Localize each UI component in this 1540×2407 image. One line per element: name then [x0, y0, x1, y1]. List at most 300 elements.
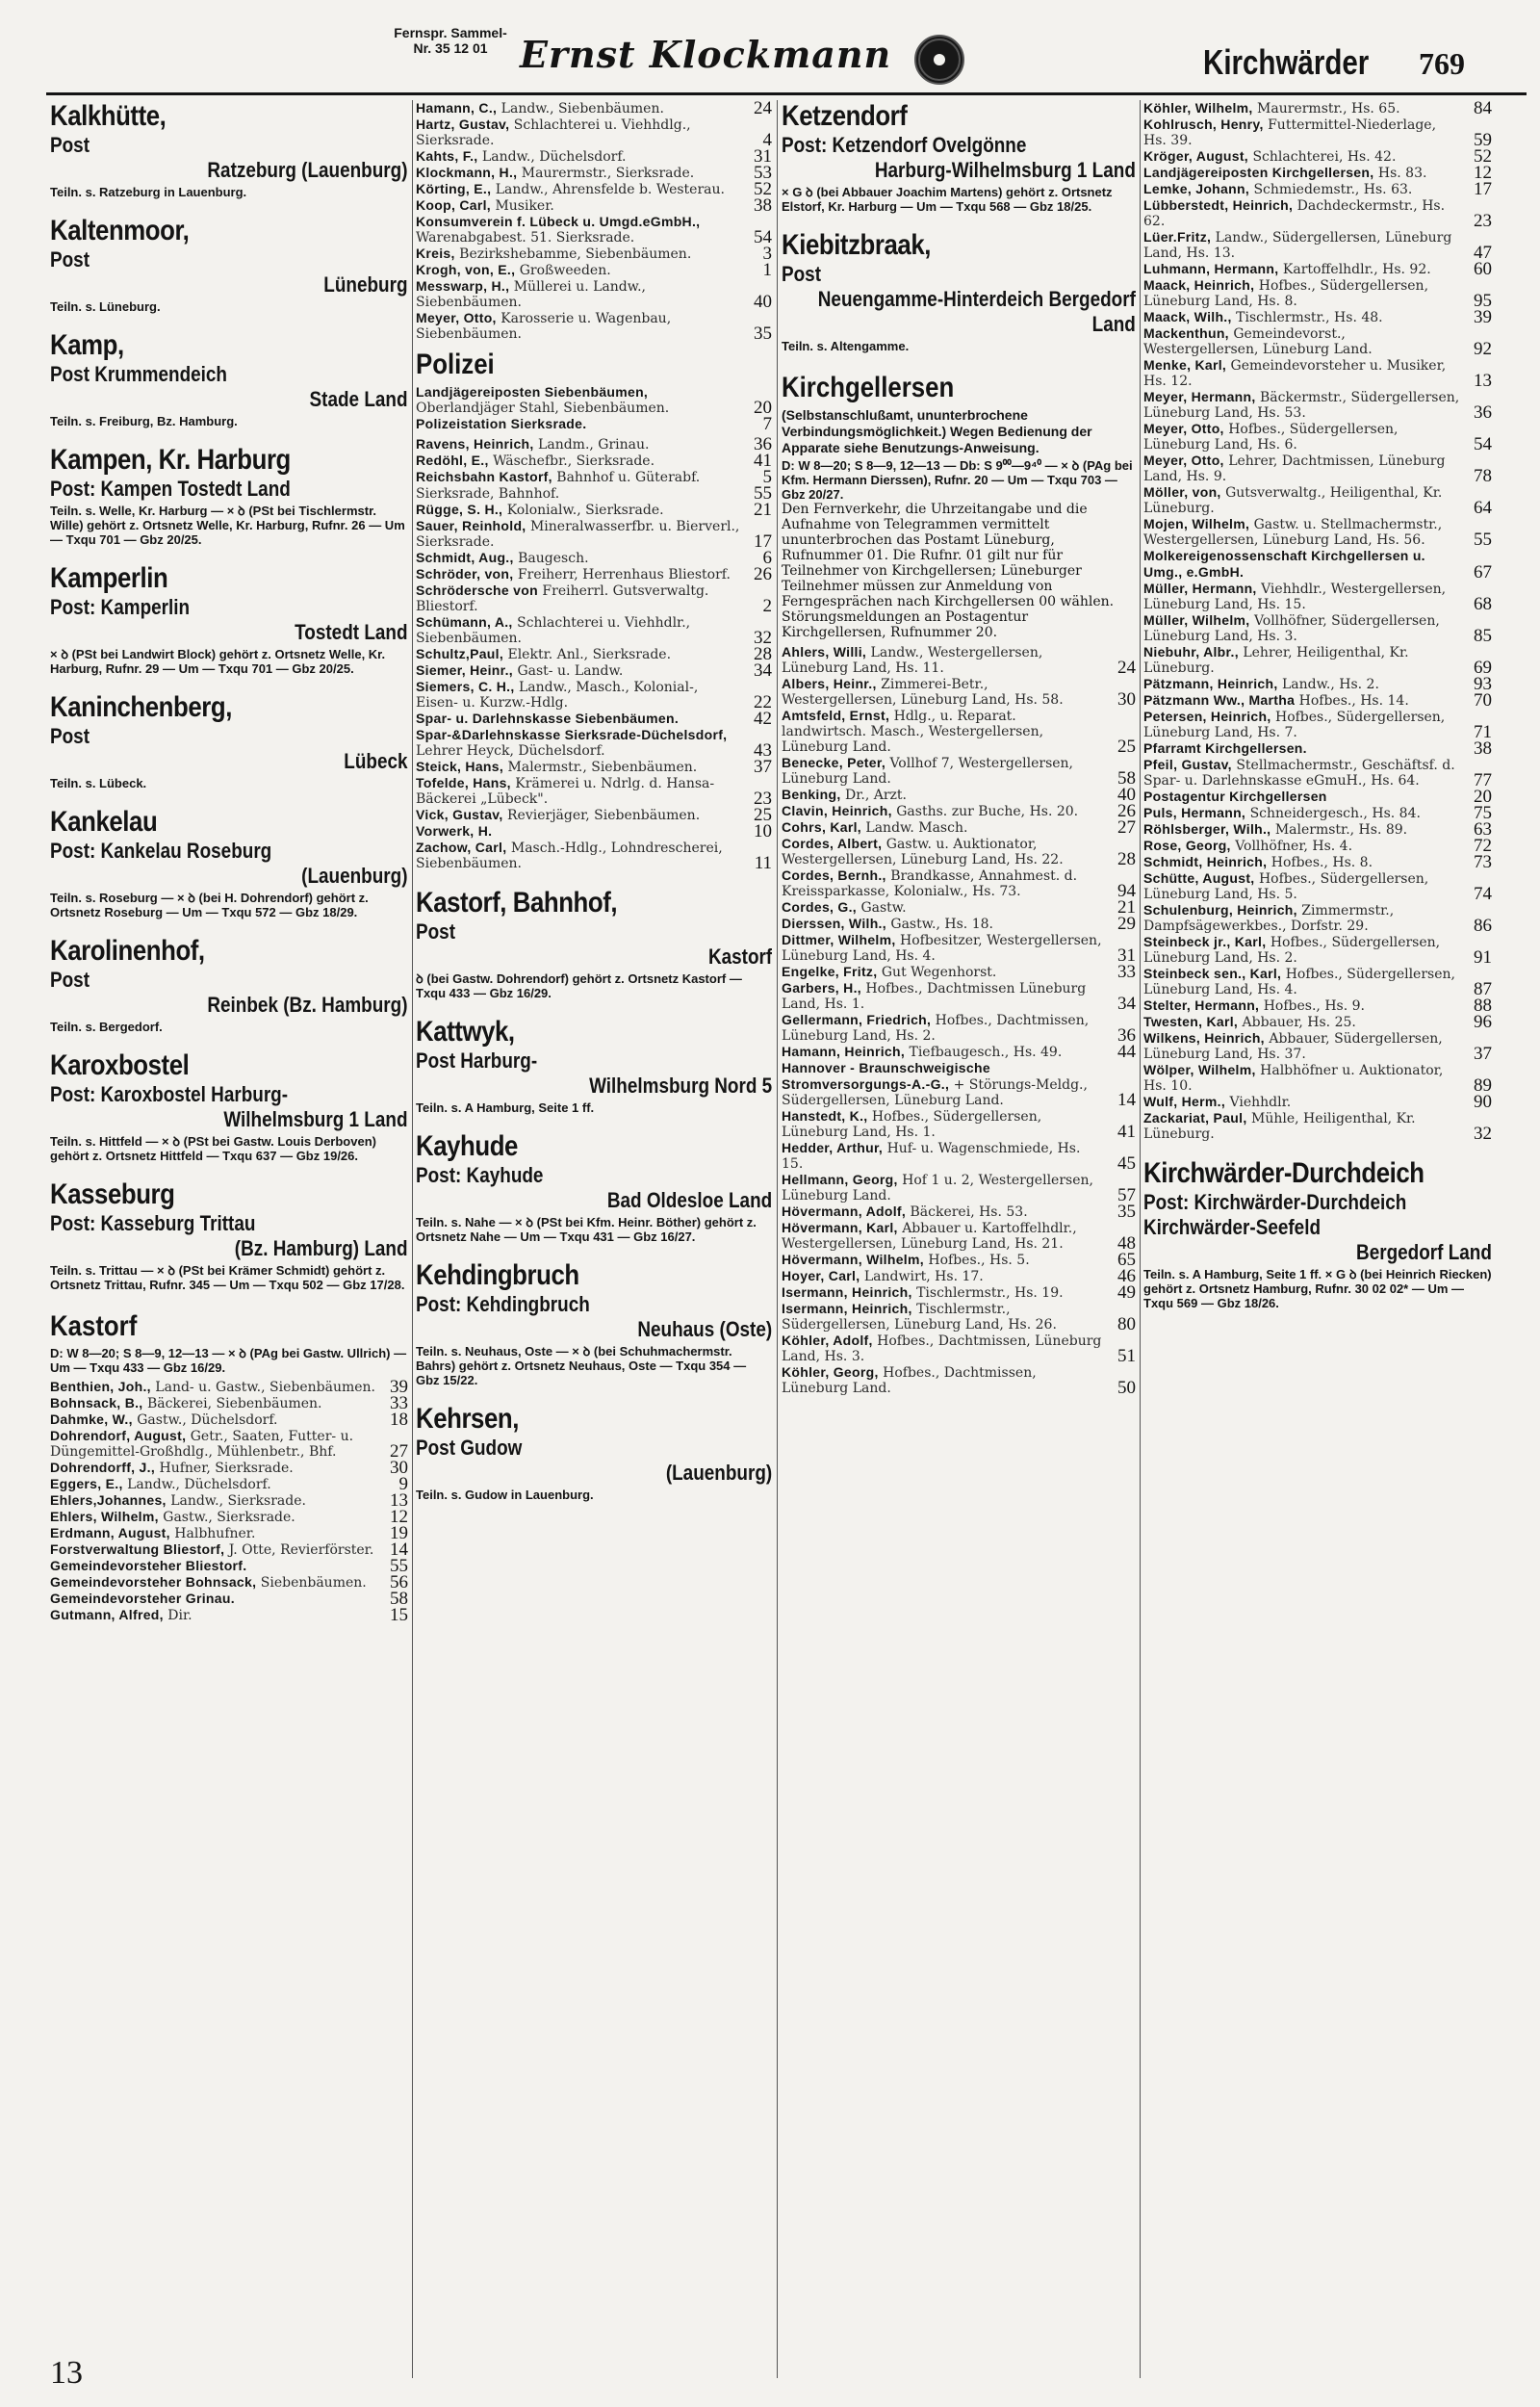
place-reference: × ꝺ (PSt bei Landwirt Block) gehört z. Ortsnetz Welle, Kr. Harburg, Rufnr. 29 — Um — Txqu 701 — Gbz 20/25. — [50, 647, 386, 676]
directory-entry — [1143, 325, 1492, 357]
entry-phone-number: 10 — [754, 821, 772, 841]
directory-entry — [416, 518, 772, 550]
entry-phone-number: 55 — [390, 1556, 408, 1576]
post-office: Lübeck — [344, 749, 408, 773]
entry-description: Gastw., Sierksrade. — [163, 1510, 295, 1525]
directory-entry — [416, 148, 772, 165]
entry-name: Schulenburg, Heinrich, — [1143, 902, 1297, 918]
entry-description: Stellmachermstr., Geschäftsf. d. Spar- u. Darlehnskasse eGmuH., Hs. 64. — [1143, 758, 1455, 789]
directory-entry — [782, 836, 1136, 867]
entry-name: Dierssen, Wilh., — [782, 916, 886, 931]
entry-description: Hofbes., Dachtmissen, Lüneburg Land, Hs. 2. — [782, 1013, 1090, 1044]
place-reference: Teiln. s. Neuhaus, Oste — × ꝺ (bei Schuhmachermstr. Bahrs) gehört z. Ortsnetz Neuhaus, Oste — Txqu 354 — Gbz 15/22. — [416, 1344, 747, 1387]
entry-phone-number: 36 — [754, 434, 772, 454]
post-office: Neuhaus (Oste) — [637, 1317, 772, 1341]
entry-name: Tofelde, Hans, — [416, 775, 511, 790]
post-office: Stade Land — [310, 387, 408, 411]
place-block — [416, 1259, 772, 1387]
place-block — [782, 229, 1136, 353]
directory-entry — [416, 310, 772, 342]
entry-name: Hamann, C., — [416, 100, 498, 116]
entry-description: Freiherrl. Gutsverwaltg. Bliestorf. — [416, 583, 709, 614]
entry-phone-number: 14 — [390, 1540, 408, 1560]
entry-name: Körting, E., — [416, 181, 492, 196]
place-name: Kamp, — [50, 329, 124, 361]
directory-entry — [1143, 676, 1492, 692]
entry-name: Köhler, Wilhelm, — [1143, 100, 1253, 116]
place-name: Ketzendorf — [782, 100, 908, 132]
post-office: (Lauenburg) — [665, 1461, 772, 1485]
entry-description: Müllerei u. Landw., Siebenbäumen. — [416, 279, 646, 310]
page-place-title: Kirchwärder — [1203, 42, 1370, 82]
directory-entry — [50, 1541, 408, 1558]
entry-description: Landw., Düchelsdorf. — [127, 1477, 271, 1492]
entry-name: Schrödersche von — [416, 582, 538, 598]
place-reference: Teiln. s. Altengamme. — [782, 339, 910, 353]
post-line: Post — [50, 133, 90, 157]
directory-entry — [782, 1301, 1136, 1333]
entry-phone-number: 12 — [1474, 163, 1492, 183]
entry-description: Schmiedemstr., Hs. 63. — [1253, 182, 1413, 197]
entry-name: Köhler, Georg, — [782, 1364, 879, 1380]
entry-phone-number: 33 — [390, 1393, 408, 1413]
entry-description: Landw. Masch. — [865, 820, 968, 836]
directory-entry — [782, 1204, 1136, 1220]
entry-phone-number: 77 — [1474, 770, 1492, 790]
entry-name: Landjägereiposten Siebenbäumen, — [416, 384, 649, 400]
entry-name: Mackenthun, — [1143, 325, 1229, 341]
directory-entry — [50, 1509, 408, 1525]
directory-entry — [1143, 148, 1492, 165]
entry-name: Hövermann, Karl, — [782, 1220, 898, 1235]
entry-phone-number: 92 — [1474, 339, 1492, 359]
entry-name: Pfarramt Kirchgellersen. — [1143, 740, 1307, 756]
entry-phone-number: 64 — [1474, 498, 1492, 518]
directory-entry — [50, 1476, 408, 1492]
entry-phone-number: 33 — [1117, 962, 1136, 982]
directory-entry — [416, 502, 772, 518]
entry-name: Petersen, Heinrich, — [1143, 709, 1271, 724]
post-line: Post — [50, 247, 90, 272]
post-office: Ratzeburg (Lauenburg) — [207, 158, 408, 182]
post-line: Post — [416, 919, 456, 944]
entry-description: Revierjäger, Siebenbäumen. — [507, 808, 701, 823]
column-2 — [416, 100, 772, 2382]
entry-name: Wilkens, Heinrich, — [1143, 1030, 1265, 1046]
entry-name: Hoyer, Carl, — [782, 1268, 860, 1283]
directory-entry — [1143, 516, 1492, 548]
brand-logo: Ernst Klockmann — [520, 33, 892, 76]
entry-name: Cordes, G., — [782, 899, 857, 915]
entry-phone-number: 41 — [1117, 1122, 1136, 1142]
directory-entry — [782, 755, 1136, 787]
entry-name: Schmidt, Heinrich, — [1143, 854, 1268, 869]
entry-phone-number: 60 — [1474, 259, 1492, 279]
place-reference: Teiln. s. Roseburg — × ꝺ (bei H. Dohrendorf) gehört z. Ortsnetz Roseburg — Um — Txqu 572 — Gbz 18/29. — [50, 891, 369, 919]
entry-phone-number: 49 — [1117, 1282, 1136, 1303]
entry-phone-number: 50 — [1117, 1378, 1136, 1398]
entry-name: Möller, von, — [1143, 484, 1221, 500]
entry-name: Meyer, Otto, — [1143, 421, 1224, 436]
post-line: Post: Kasseburg Trittau — [50, 1211, 256, 1235]
directory-entry — [416, 823, 772, 840]
directory-entry — [1143, 870, 1492, 902]
entry-name: Schütte, August, — [1143, 870, 1255, 886]
directory-entry — [782, 676, 1136, 708]
entry-name: Ahlers, Willi, — [782, 644, 867, 660]
entry-phone-number: 19 — [390, 1523, 408, 1543]
directory-entry — [782, 1333, 1136, 1364]
place-name: Kalkhütte, — [50, 100, 167, 132]
entry-phone-number: 70 — [1474, 690, 1492, 711]
entry-phone-number: 4 — [762, 130, 772, 150]
directory-entry — [416, 181, 772, 197]
entry-phone-number: 86 — [1474, 916, 1492, 936]
entry-phone-number: 73 — [1474, 852, 1492, 872]
directory-entry — [50, 1395, 408, 1411]
entry-phone-number: 51 — [1117, 1346, 1136, 1366]
entry-phone-number: 37 — [754, 757, 772, 777]
entry-name: Cohrs, Karl, — [782, 819, 861, 835]
entry-description: Halbhöfner u. Auktionator, Hs. 10. — [1143, 1063, 1444, 1094]
directory-entry — [782, 708, 1136, 755]
entry-name: Hövermann, Wilhelm, — [782, 1252, 924, 1267]
entry-description: Maurermstr., Sierksrade. — [521, 166, 695, 181]
place-block — [50, 1178, 408, 1292]
entry-description: Gastw. u. Auktionator, Westergellersen, Lüneburg Land, Hs. 22. — [782, 837, 1064, 867]
directory-entry — [50, 1574, 408, 1591]
place-name: Kehrsen, — [416, 1403, 519, 1435]
entry-description: Schlachterei u. Viehhdlr., Siebenbäumen. — [416, 615, 691, 646]
entry-phone-number: 20 — [1474, 787, 1492, 807]
directory-entry — [782, 1268, 1136, 1284]
column-divider — [1140, 100, 1141, 2378]
directory-entry — [1143, 181, 1492, 197]
directory-entry — [416, 582, 772, 614]
entry-name: Koop, Carl, — [416, 197, 491, 213]
directory-entry — [1143, 1030, 1492, 1062]
entry-description: Vollhof 7, Westergellersen, Lüneburg Land. — [782, 756, 1073, 787]
entry-name: Kahts, F., — [416, 148, 478, 164]
entry-name: Benthien, Joh., — [50, 1379, 151, 1394]
entry-phone-number: 26 — [754, 564, 772, 584]
entry-description: Getr., Saaten, Futter- u. Düngemittel-Großhdlg., Mühlenbetr., Bhf. — [50, 1429, 354, 1460]
entry-description: Landw., Westergellersen, Lüneburg Land, Hs. 11. — [782, 645, 1043, 676]
post-line: Post: Kankelau Roseburg — [50, 839, 272, 863]
place-block — [50, 691, 408, 790]
entry-phone-number: 17 — [754, 531, 772, 552]
place-reference: Teiln. s. Bergedorf. — [50, 1020, 163, 1034]
entry-phone-number: 34 — [754, 660, 772, 681]
entry-name: Meyer, Hermann, — [1143, 389, 1256, 404]
entry-phone-number: 55 — [754, 483, 772, 504]
place-reference: × G ꝺ (bei Abbauer Joachim Martens) gehört z. Ortsnetz Elstorf, Kr. Harburg — Um — Txqu 568 — Gbz 18/25. — [782, 185, 1113, 214]
directory-entry — [416, 485, 772, 502]
entry-name: Ehlers,Johannes, — [50, 1492, 167, 1508]
place-name: Kampen, Kr. Harburg — [50, 444, 291, 476]
entry-phone-number: 30 — [1117, 689, 1136, 710]
entry-name: Wulf, Herm., — [1143, 1094, 1226, 1109]
place-block — [416, 887, 772, 1000]
entry-name: Cordes, Albert, — [782, 836, 883, 851]
directory-entry — [1143, 309, 1492, 325]
directory-entry — [782, 980, 1136, 1012]
entry-description: Dr., Arzt. — [844, 788, 907, 803]
directory-entry — [1143, 838, 1492, 854]
entry-description: Masch.-Hdlg., Lohndrescherei, Siebenbäumen. — [416, 841, 723, 871]
entry-name: Siemer, Heinr., — [416, 662, 513, 678]
directory-entry — [1143, 1062, 1492, 1094]
entry-description: Schlachterei u. Viehhdlg., Sierksrade. — [416, 117, 691, 148]
entry-phone-number: 28 — [1117, 849, 1136, 869]
column-divider — [777, 100, 778, 2378]
directory-entry — [416, 197, 772, 214]
entry-phone-number: 2 — [762, 596, 772, 616]
entry-description: Karosserie u. Wagenbau, Siebenbäumen. — [416, 311, 672, 342]
post-line: Post: Kayhude — [416, 1163, 544, 1187]
entry-description: Hofbes., Südergellersen, Lüneburg Land, Hs. 6. — [1143, 422, 1399, 453]
entry-name: Gellermann, Friedrich, — [782, 1012, 932, 1027]
entry-name: Steinbeck sen., Karl, — [1143, 966, 1282, 981]
entry-phone-number: 23 — [754, 789, 772, 809]
entry-name: Kröger, August, — [1143, 148, 1248, 164]
entry-description: Landwirt, Hs. 17. — [863, 1269, 984, 1284]
entry-name: Amtsfeld, Ernst, — [782, 708, 890, 723]
entry-phone-number: 1 — [762, 260, 772, 280]
directory-entry — [782, 1252, 1136, 1268]
place-block — [50, 100, 408, 199]
entry-name: Albers, Heinr., — [782, 676, 877, 691]
entry-phone-number: 94 — [1117, 881, 1136, 901]
entry-name: Spar-&Darlehnskasse Sierksrade-Düchelsdorf, — [416, 727, 728, 742]
directory-entry — [1143, 389, 1492, 421]
entry-name: Lüer.Fritz, — [1143, 229, 1212, 245]
directory-entry — [416, 416, 772, 432]
directory-entry — [1143, 789, 1492, 805]
post-line: Post: Kamperlin — [50, 595, 191, 619]
place-name: Kirchwärder-Durchdeich — [1143, 1157, 1424, 1189]
directory-entry — [782, 867, 1136, 899]
directory-entry — [782, 932, 1136, 964]
directory-entry — [782, 1284, 1136, 1301]
entry-phone-number: 26 — [1117, 801, 1136, 821]
entry-description: Hofbes., Dachtmissen Lüneburg Land, Hs. 1. — [782, 981, 1087, 1012]
entry-description: Mühle, Heiligenthal, Kr. Lüneburg. — [1143, 1111, 1416, 1142]
entry-name: Cordes, Bernh., — [782, 867, 886, 883]
entry-phone-number: 41 — [754, 451, 772, 471]
place-reference: Teiln. s. Ratzeburg in Lauenburg. — [50, 185, 247, 199]
post-office: Harburg-Wilhelmsburg 1 Land — [874, 158, 1136, 182]
post-office: Wilhelmsburg Nord 5 — [588, 1074, 772, 1098]
post-line: Post: Kampen Tostedt Land — [50, 477, 291, 501]
entry-description: Hofbesitzer, Westergellersen, Lüneburg Land, Hs. 4. — [782, 933, 1102, 964]
directory-entry — [1143, 277, 1492, 309]
post-office: Bad Oldesloe Land — [606, 1188, 772, 1212]
directory-entry — [1143, 902, 1492, 934]
entry-description: Kolonialw., Sierksrade. — [506, 503, 664, 518]
directory-entry — [782, 787, 1136, 803]
entry-name: Sauer, Reinhold, — [416, 518, 526, 533]
place-block — [50, 329, 408, 428]
entry-name: Twesten, Karl, — [1143, 1014, 1239, 1029]
entry-description: Wäschefbr., Sierksrade. — [493, 453, 655, 469]
entry-description: Siebenbäumen. — [260, 1575, 367, 1591]
entry-description: Lehrer Heyck, Düchelsdorf. — [416, 743, 605, 759]
entry-name: Kreis, — [416, 246, 455, 261]
directory-entry — [1143, 934, 1492, 966]
directory-entry — [782, 803, 1136, 819]
entry-name: Luhmann, Hermann, — [1143, 261, 1279, 276]
entry-name: Lübberstedt, Heinrich, — [1143, 197, 1294, 213]
entry-name: Dahmke, W., — [50, 1411, 133, 1427]
entry-name: Pätzmann, Heinrich, — [1143, 676, 1278, 691]
directory-entry — [1143, 692, 1492, 709]
place-block — [416, 1016, 772, 1115]
directory-entry — [1143, 966, 1492, 997]
directory-entry — [416, 775, 772, 807]
post-office: Reinbek (Bz. Hamburg) — [207, 993, 408, 1017]
entry-description: Hufner, Sierksrade. — [159, 1461, 294, 1476]
place-name: Kiebitzbraak, — [782, 229, 932, 261]
directory-entry — [50, 1492, 408, 1509]
entry-phone-number: 80 — [1117, 1314, 1136, 1334]
directory-entry — [782, 819, 1136, 836]
entry-phone-number: 63 — [1474, 819, 1492, 840]
entry-phone-number: 93 — [1474, 674, 1492, 694]
entry-description: Vollhöfner, Südergellersen, Lüneburg Land, Hs. 3. — [1143, 613, 1440, 644]
entry-phone-number: 91 — [1474, 947, 1492, 968]
entry-phone-number: 21 — [1117, 897, 1136, 918]
place-reference: Teiln. s. Nahe — × ꝺ (PSt bei Kfm. Heinr. Böther) gehört z. Ortsnetz Nahe — Um — Txqu 431 — Gbz 16/27. — [416, 1215, 757, 1244]
entry-description: Mineralwasserfbr. u. Bierverl., Sierksrade. — [416, 519, 740, 550]
entry-description: Maurermstr., Hs. 65. — [1257, 101, 1400, 116]
post-line: Post Gudow — [416, 1436, 523, 1460]
entry-description: Gut Wegenhorst. — [881, 965, 997, 980]
entry-phone-number: 22 — [754, 692, 772, 712]
entry-phone-number: 52 — [1474, 146, 1492, 167]
entry-description: Bäckerei, Siebenbäumen. — [146, 1396, 322, 1411]
entry-name: Hamann, Heinrich, — [782, 1044, 906, 1059]
section-title: Polizei — [416, 349, 495, 380]
place-name: Kastorf, Bahnhof, — [416, 887, 618, 919]
column-divider — [412, 100, 413, 2378]
place-reference: Teiln. s. Lübeck. — [50, 776, 147, 790]
entry-name: Polizeistation Sierksrade. — [416, 416, 587, 431]
entry-name: Hedder, Arthur, — [782, 1140, 884, 1155]
post-office: Lüneburg — [323, 272, 408, 297]
directory-entry — [416, 759, 772, 775]
post-line: Post Krummendeich — [50, 362, 227, 386]
directory-entry — [1143, 757, 1492, 789]
entry-description: Hofbes., Südergellersen, Lüneburg Land, Hs. 2. — [1143, 935, 1441, 966]
directory-entry — [1143, 484, 1492, 516]
entry-phone-number: 35 — [1117, 1202, 1136, 1222]
directory-entry — [1143, 854, 1492, 870]
entry-phone-number: 21 — [754, 500, 772, 520]
directory-entry — [1143, 229, 1492, 261]
entry-phone-number: 29 — [1117, 914, 1136, 934]
entry-name: Schröder, von, — [416, 566, 514, 582]
directory-entry — [1143, 116, 1492, 148]
section-note: Den Fernverkehr, die Uhrzeitangabe und die Aufnahme von Telegrammen vermittelt ununterbrochen das Postamt Lüneburg, Rufnummer 01. Die Rufnr. 01 gilt nur für Teilnehmer von Kirchgellersen; Lüneburger Teilnehmer müssen zur Anmeldung von Ferngesprächen nach Kirchgellersen 00 wählen. — [782, 502, 1115, 609]
directory-entry — [416, 711, 772, 727]
directory-entry — [1143, 581, 1492, 612]
entry-name: Maack, Heinrich, — [1143, 277, 1255, 293]
entry-phone-number: 53 — [754, 163, 772, 183]
entry-phone-number: 45 — [1117, 1153, 1136, 1174]
entry-phone-number: 84 — [1474, 100, 1492, 118]
entry-phone-number: 13 — [390, 1490, 408, 1511]
entry-phone-number: 78 — [1474, 466, 1492, 486]
entry-description: Gutsverwaltg., Heiligenthal, Kr. Lüneburg. — [1143, 485, 1443, 516]
entry-name: Steick, Hans, — [416, 759, 504, 774]
entry-phone-number: 68 — [1474, 594, 1492, 614]
entry-phone-number: 18 — [390, 1410, 408, 1430]
entry-phone-number: 20 — [754, 398, 772, 418]
place-reference: ꝺ (bei Gastw. Dohrendorf) gehört z. Ortsnetz Kastorf — Txqu 433 — Gbz 16/29. — [416, 971, 742, 1000]
entry-name: Erdmann, August, — [50, 1525, 170, 1540]
entry-description: Malermstr., Hs. 89. — [1274, 822, 1408, 838]
entry-phone-number: 74 — [1474, 884, 1492, 904]
section-hours: D: W 8—20; S 8—9, 12—13 — Db: S 9⁰⁰—9⁴⁰ — × ꝺ (PAg bei Kfm. Hermann Dierssen), Rufnr. 20 — Um — Txqu 703 — Gbz 20/27. — [782, 458, 1133, 502]
entry-name: Spar- u. Darlehnskasse Siebenbäumen. — [416, 711, 680, 726]
entry-phone-number: 27 — [1117, 817, 1136, 838]
entry-name: Klockmann, H., — [416, 165, 518, 180]
entry-description: Hofbes., Dachtmissen, Lüneburg Land, Hs. 3. — [782, 1333, 1102, 1364]
post-line: Post: Ketzendorf Ovelgönne — [782, 133, 1027, 157]
entry-phone-number: 58 — [390, 1589, 408, 1609]
entry-name: Schmidt, Aug., — [416, 550, 514, 565]
entry-description: Hofbes., Dachtmissen, Lüneburg Land. — [782, 1365, 1037, 1396]
entry-phone-number: 52 — [754, 179, 772, 199]
entry-description: Landw., Sierksrade. — [170, 1493, 306, 1509]
entry-name: Hövermann, Adolf, — [782, 1204, 907, 1219]
section-title: Kastorf — [50, 1310, 138, 1342]
directory-entry — [1143, 261, 1492, 277]
entry-description: Landw., Hs. 2. — [1281, 677, 1379, 692]
entry-name: Lemke, Johann, — [1143, 181, 1250, 196]
post-office: (Bz. Hamburg) Land — [235, 1236, 408, 1260]
entry-phone-number: 54 — [1474, 434, 1492, 454]
entry-phone-number: 35 — [754, 324, 772, 344]
place-reference: Teiln. s. Trittau — × ꝺ (PSt bei Krämer Schmidt) gehört z. Ortsnetz Trittau, Rufnr. 345 — Um — Txqu 502 — Gbz 17/28. — [50, 1263, 405, 1292]
entry-name: Röhlsberger, Wilh., — [1143, 821, 1271, 837]
entry-name: Meyer, Otto, — [1143, 453, 1224, 468]
entry-phone-number: 43 — [754, 740, 772, 761]
entry-name: Kohlrusch, Henry, — [1143, 116, 1264, 132]
entry-description: Schlachterei, Hs. 42. — [1252, 149, 1397, 165]
entry-name: Eggers, E., — [50, 1476, 123, 1491]
directory-entry — [1143, 357, 1492, 389]
section-note: Störungsmeldungen an Postagentur Kirchgellersen, Rufnummer 20. — [782, 609, 1029, 640]
entry-description: Elektr. Anl., Sierksrade. — [507, 647, 672, 662]
entry-phone-number: 32 — [754, 628, 772, 648]
entry-description: Schneidergesch., Hs. 84. — [1249, 806, 1421, 821]
entry-phone-number: 25 — [1117, 737, 1136, 757]
entry-description: Futtermittel-Niederlage, Hs. 39. — [1143, 117, 1437, 148]
directory-entry — [1143, 805, 1492, 821]
directory-entry — [416, 566, 772, 582]
entry-description: Tischlermstr., Hs. 19. — [916, 1285, 1064, 1301]
entry-description: Bahnhof u. Güterabf. — [556, 470, 701, 485]
entry-name: Rose, Georg, — [1143, 838, 1231, 853]
entry-phone-number: 31 — [754, 146, 772, 167]
column-1 — [50, 100, 408, 2382]
entry-description: Landw., Masch., Kolonial-, Eisen- u. Kurzw.-Hdlg. — [416, 680, 699, 711]
entry-phone-number: 89 — [1474, 1075, 1492, 1096]
post-line: Post — [50, 968, 90, 992]
place-block — [1143, 1157, 1492, 1310]
